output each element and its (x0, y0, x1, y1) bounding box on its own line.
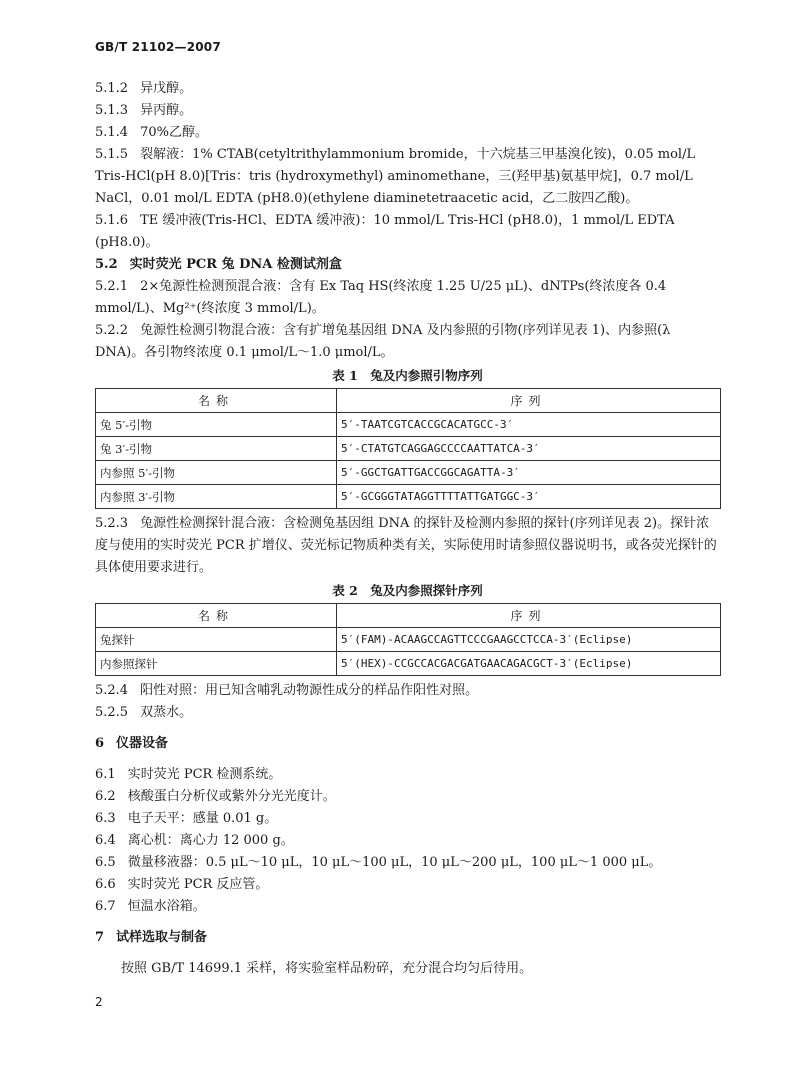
list-item: 6.3 电子天平：感量 0.01 g。 (95, 811, 278, 826)
page-number: 2 (95, 995, 103, 1009)
list-item: 5.1.4 70%乙醇。 (95, 125, 208, 140)
column-header-sequence: 序列 (337, 389, 721, 413)
column-header-name: 名称 (96, 604, 337, 628)
list-item: 5.2.4 阳性对照：用已知含哺乳动物源性成分的样品作阳性对照。 (95, 683, 479, 698)
te-buffer-item: 5.1.6 TE 缓冲液(Tris-HCl、EDTA 缓冲液)：10 mmol/L Tris-HCl (pH8.0)，1 mmol/L EDTA (pH8.0)。 (95, 213, 675, 250)
table-row: 内参照 3′-引物 5′-GCGGGTATAGGTTTTATTGATGGC-3′ (96, 485, 721, 509)
list-item: 6.4 离心机：离心力 12 000 g。 (95, 833, 294, 848)
table-row: 兔 5′-引物 5′-TAATCGTCACCGCACATGCC-3′ (96, 413, 721, 437)
list-item: 6.2 核酸蛋白分析仪或紫外分光光度计。 (95, 789, 336, 804)
table-row: 内参照探针 5′(HEX)-CCGCCACGACGATGAACAGACGCT-3′(Eclipse) (96, 652, 721, 676)
table-header-row (96, 389, 721, 413)
table-header-row (96, 604, 721, 628)
table-2-title: 表 2 兔及内参照探针序列 (332, 583, 483, 598)
list-item: 6.6 实时荧光 PCR 反应管。 (95, 877, 269, 892)
list-item: 6.1 实时荧光 PCR 检测系统。 (95, 767, 282, 782)
list-item: 5.1.2 异戊醇。 (95, 81, 193, 96)
list-item: 5.2.5 双蒸水。 (95, 705, 193, 720)
table-1-title: 表 1 兔及内参照引物序列 (332, 368, 483, 383)
primer-mix-item: 5.2.2 兔源性检测引物混合液：含有扩增兔基因组 DNA 及内参照的引物(序列详见表 1)、内参照(λ DNA)。各引物终浓度 0.1 μmol/L～1.0 μmol/L。 (95, 323, 671, 360)
column-header-sequence: 序列 (337, 604, 721, 628)
primer-table (95, 388, 721, 509)
table-row: 兔 3′-引物 5′-CTATGTCAGGAGCCCCAATTATCA-3′ (96, 437, 721, 461)
document-body (95, 78, 720, 980)
section-heading: 5.2 实时荧光 PCR 兔 DNA 检测试剂盒 (95, 257, 342, 272)
list-item: 5.1.3 异丙醇。 (95, 103, 193, 118)
table-row: 兔探针 5′(FAM)-ACAAGCCAGTTCCCGAAGCCTCCA-3′(Eclipse) (96, 628, 721, 652)
probe-mix-item: 5.2.3 兔源性检测探针混合液：含检测兔基因组 DNA 的探针及检测内参照的探针(序列详见表 2)。探针浓度与使用的实时荧光 PCR 扩增仪、荧光标记物质种类有关，实际使用时请参照仪器说明书，或各荧光探针的具体使用要求进行。 (95, 516, 717, 575)
probe-table (95, 603, 721, 676)
list-item: 6.7 恒温水浴箱。 (95, 899, 206, 914)
table-row: 内参照 5′-引物 5′-GGCTGATTGACCGGCAGATTA-3′ (96, 461, 721, 485)
list-item: 6.5 微量移液器：0.5 μL～10 μL，10 μL～100 μL，10 μL～200 μL，100 μL～1 000 μL。 (95, 855, 662, 870)
premix-item: 5.2.1 2×兔源性检测预混合液：含有 Ex Taq HS(终浓度 1.25 U/25 μL)、dNTPs(终浓度各 0.4 mmol/L)、Mg²⁺(终浓度 3 mmol/L)。 (95, 279, 667, 316)
document-code: GB/T 21102—2007 (95, 40, 221, 54)
column-header-name: 名称 (96, 389, 337, 413)
section-heading: 7 试样选取与制备 (95, 930, 208, 945)
lysis-buffer-item: 5.1.5 裂解液：1% CTAB(cetyltrithylammonium bromide，十六烷基三甲基溴化铵)，0.05 mol/L Tris-HCl(pH 8.0)[Tris：tris (hydroxymethyl) aminomethane，三(羟甲基)氨基甲烷]，0.7 mol/L NaCl，0.01 mol/L EDTA (pH8.0)(ethylene diaminetetraacetic acid，乙二胺四乙酸)。 (95, 147, 696, 206)
sampling-paragraph: 按照 GB/T 14699.1 采样，将实验室样品粉碎，充分混合均匀后待用。 (121, 961, 533, 976)
section-heading: 6 仪器设备 (95, 736, 169, 751)
